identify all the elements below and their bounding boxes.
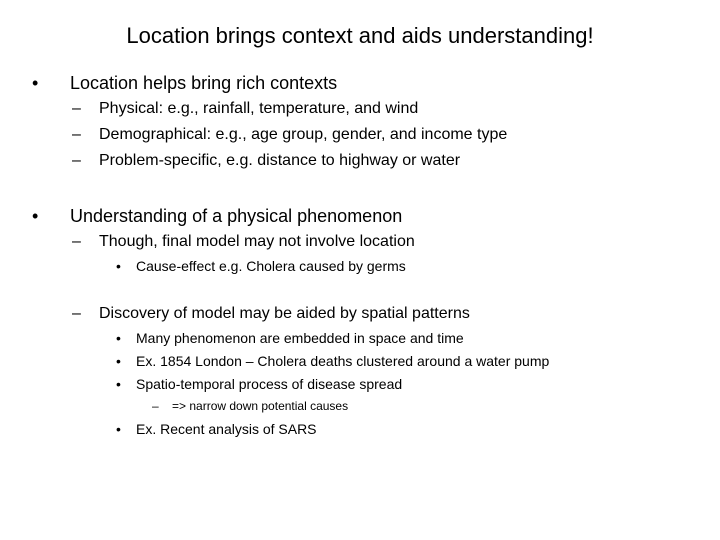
sub-bullet-text: Physical: e.g., rainfall, temperature, and wind: [99, 100, 419, 117]
bullet-text: Location helps bring rich contexts: [70, 73, 338, 93]
bullet-marker: •: [32, 73, 39, 93]
dash-marker: –: [72, 152, 81, 169]
bullet-text: Understanding of a physical phenomenon: [70, 206, 403, 226]
sub-bullet-text: Though, final model may not involve location: [99, 233, 415, 250]
item-text: Ex. 1854 London – Cholera deaths clustered around a water pump: [136, 353, 550, 369]
sub-bullet-text: Demographical: e.g., age group, gender, and income type: [99, 126, 508, 143]
dash-marker: –: [152, 399, 159, 413]
sub-bullet-text: Problem-specific, e.g. distance to highway or water: [99, 152, 461, 169]
subitem-text: => narrow down potential causes: [172, 399, 349, 413]
bullet-marker: •: [116, 330, 121, 346]
bullet-marker: •: [32, 206, 39, 226]
dash-marker: –: [72, 100, 81, 117]
item-text: Many phenomenon are embedded in space and time: [136, 330, 464, 346]
dash-marker: –: [72, 126, 81, 143]
bullet-marker: •: [116, 376, 121, 392]
bullet-marker: •: [116, 353, 121, 369]
bullet-marker: •: [116, 421, 121, 437]
item-text: Ex. Recent analysis of SARS: [136, 421, 317, 437]
dash-marker: –: [72, 305, 81, 322]
dash-marker: –: [72, 233, 81, 250]
item-text: Spatio-temporal process of disease spread: [136, 376, 403, 392]
bullet-marker: •: [116, 258, 121, 274]
slide-title: Location brings context and aids understanding!: [126, 23, 594, 48]
sub-bullet-text: Discovery of model may be aided by spatial patterns: [99, 305, 470, 322]
item-text: Cause-effect e.g. Cholera caused by germs: [136, 258, 406, 274]
